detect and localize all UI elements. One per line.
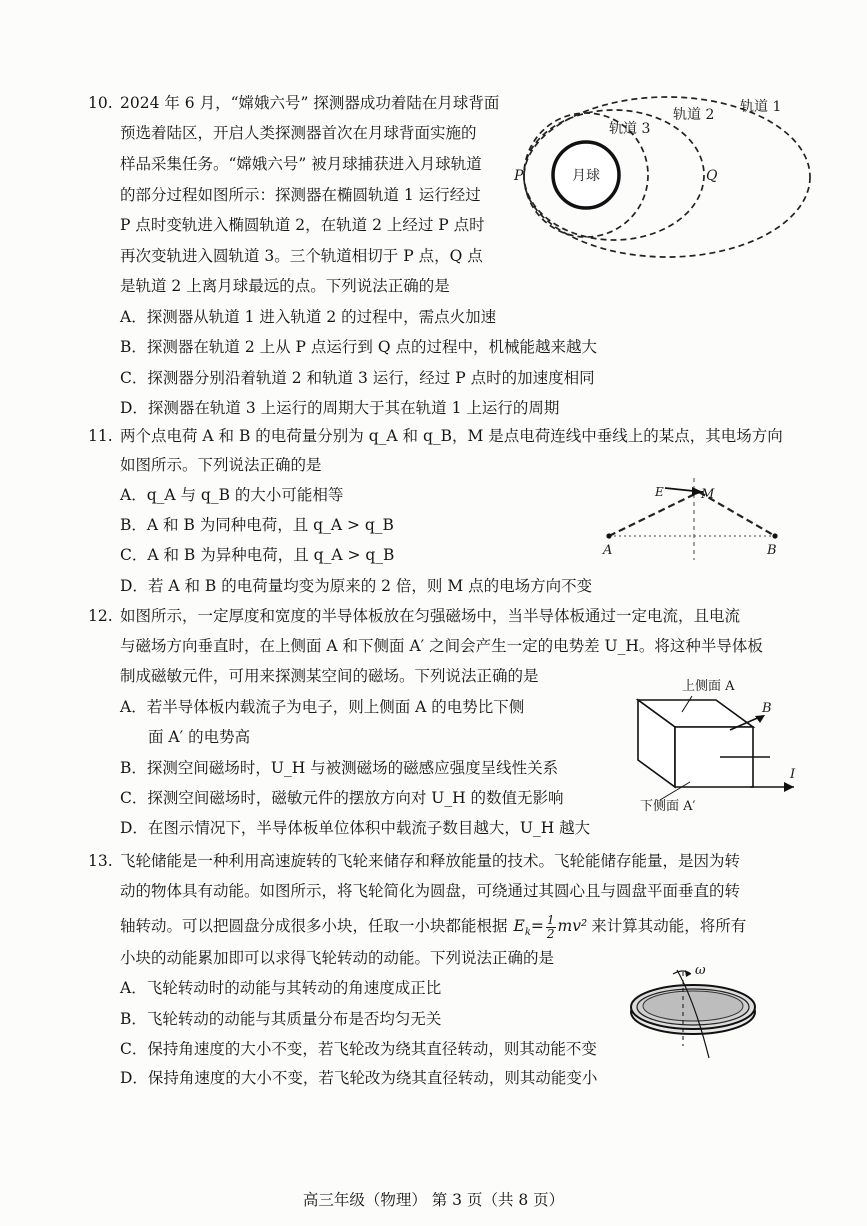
question-13-option-b[interactable]: B．飞轮转动的动能与其质量分布是否均匀无关 — [120, 1010, 442, 1028]
omega-label: ω — [695, 963, 706, 978]
question-10-option-b[interactable]: B．探测器在轨道 2 上从 P 点运行到 Q 点的过程中，机械能越来越大 — [120, 338, 597, 356]
orbit-2-label: 轨道 2 — [673, 107, 715, 123]
current-i-label: I — [790, 767, 796, 782]
question-11-option-a[interactable]: A．q_A 与 q_B 的大小可能相等 — [120, 486, 344, 504]
charge-a-dot — [606, 533, 611, 538]
charge-b-label: B — [767, 543, 777, 558]
question-10-line: 再次变轨进入圆轨道 3。三个轨道相切于 P 点，Q 点 — [120, 247, 483, 265]
charge-diagram — [595, 470, 795, 570]
question-13-number: 13. — [88, 852, 113, 870]
point-q-label: Q — [706, 168, 718, 184]
question-13-line: 小块的动能累加即可以求得飞轮转动的动能。下列说法正确的是 — [120, 949, 555, 967]
orbit-3-label: 轨道 3 — [609, 121, 651, 137]
question-11-option-b[interactable]: B．A 和 B 为同种电荷，且 q_A > q_B — [120, 516, 394, 534]
question-11-line: 两个点电荷 A 和 B 的电荷量分别为 q_A 和 q_B，M 是点电荷连线中垂线上的某点，其电场方向 — [120, 427, 783, 445]
question-13-line: 飞轮储能是一种利用高速旋转的飞轮来储存和释放能量的技术。飞轮能储存能量，是因为转 — [120, 852, 741, 870]
top-face-label: 上侧面 A — [682, 679, 735, 694]
field-b-label: B — [762, 701, 772, 716]
question-13-line: 动的物体具有动能。如图所示，将飞轮简化为圆盘，可绕通过其圆心且与圆盘平面垂直的转 — [120, 882, 741, 900]
field-e-label: E — [655, 485, 664, 499]
moon-label: 月球 — [572, 168, 600, 184]
question-12-option-d[interactable]: D．在图示情况下，半导体板单位体积中载流子数目越大，U_H 越大 — [120, 819, 591, 837]
question-12-option-c[interactable]: C．探测空间磁场时，磁敏元件的摆放方向对 U_H 的数值无影响 — [120, 789, 564, 807]
question-11-line: 如图所示。下列说法正确的是 — [120, 456, 322, 474]
question-12-line: 与磁场方向垂直时，在上侧面 A 和下侧面 A′ 之间会产生一定的电势差 U_H。将这种半导体板 — [120, 637, 763, 655]
question-13-line-with-formula — [120, 911, 746, 948]
question-13-line: 轴转动。可以把圆盘分成很多小块，任取一小块都能根据 — [120, 917, 508, 935]
charge-b-dot — [772, 533, 777, 538]
question-11-option-c[interactable]: C．A 和 B 为异种电荷，且 q_A > q_B — [120, 546, 395, 564]
question-12-option-a[interactable]: A．若半导体板内载流子为电子，则上侧面 A 的电势比下侧 — [120, 698, 525, 716]
question-12-line: 制成磁敏元件，可用来探测某空间的磁场。下列说法正确的是 — [120, 667, 539, 685]
question-12-option-b[interactable]: B．探测空间磁场时，U_H 与被测磁场的磁感应强度呈线性关系 — [120, 759, 559, 777]
point-p-label: P — [514, 168, 524, 184]
hall-plate-diagram — [600, 672, 810, 822]
question-12-number: 12. — [88, 607, 113, 625]
question-12-option-a-cont: 面 A′ 的电势高 — [148, 728, 251, 746]
formula: $E_k=$ $\frac{1}{2}$ mv² — [513, 912, 588, 941]
question-13-option-d[interactable]: D．保持角速度的大小不变，若飞轮改为绕其直径转动，则其动能变小 — [120, 1069, 598, 1087]
point-m-label: M — [701, 487, 715, 502]
page-footer: 高三年级（物理） 第 3 页（共 8 页） — [302, 1191, 565, 1209]
question-10-line: 预选着陆区，开启人类探测器首次在月球背面实施的 — [120, 124, 477, 142]
orbit-1-label: 轨道 1 — [740, 99, 782, 115]
charge-a-label: A — [603, 543, 613, 558]
question-10-line: 样品采集任务。“嫦娥六号” 被月球捕获进入月球轨道 — [120, 155, 482, 173]
question-10-line: 2024 年 6 月，“嫦娥六号” 探测器成功着陆在月球背面 — [120, 94, 500, 112]
question-11-option-d[interactable]: D．若 A 和 B 的电荷量均变为原来的 2 倍，则 M 点的电场方向不变 — [120, 577, 593, 595]
formula-fraction: $\frac{1}{2}$ — [546, 912, 555, 941]
question-10-option-a[interactable]: A．探测器从轨道 1 进入轨道 2 的过程中，需点火加速 — [120, 308, 497, 326]
question-12-line: 如图所示，一定厚度和宽度的半导体板放在匀强磁场中，当半导体板通过一定电流，且电流 — [120, 607, 741, 625]
question-10-option-d[interactable]: D．探测器在轨道 3 上运行的周期大于其在轨道 1 上运行的周期 — [120, 399, 560, 417]
question-13-line: 来计算其动能，将所有 — [591, 917, 747, 935]
question-13-option-a[interactable]: A．飞轮转动时的动能与其转动的角速度成正比 — [120, 979, 442, 997]
flywheel-diagram — [625, 962, 765, 1062]
question-10-line: 的部分过程如图所示：探测器在椭圆轨道 1 运行经过 — [120, 186, 481, 204]
question-10-option-c[interactable]: C．探测器分别沿着轨道 2 和轨道 3 运行，经过 P 点时的加速度相同 — [120, 369, 595, 387]
bottom-face-label: 下侧面 A′ — [640, 799, 696, 814]
question-10-number: 10. — [88, 94, 113, 112]
question-13-option-c[interactable]: C．保持角速度的大小不变，若飞轮改为绕其直径转动，则其动能不变 — [120, 1040, 597, 1058]
question-11-number: 11. — [88, 427, 113, 445]
question-10-line: P 点时变轨进入椭圆轨道 2，在轨道 2 上经过 P 点时 — [120, 216, 485, 234]
question-10-line: 是轨道 2 上离月球最远的点。下列说法正确的是 — [120, 277, 450, 295]
orbit-diagram — [500, 85, 840, 265]
